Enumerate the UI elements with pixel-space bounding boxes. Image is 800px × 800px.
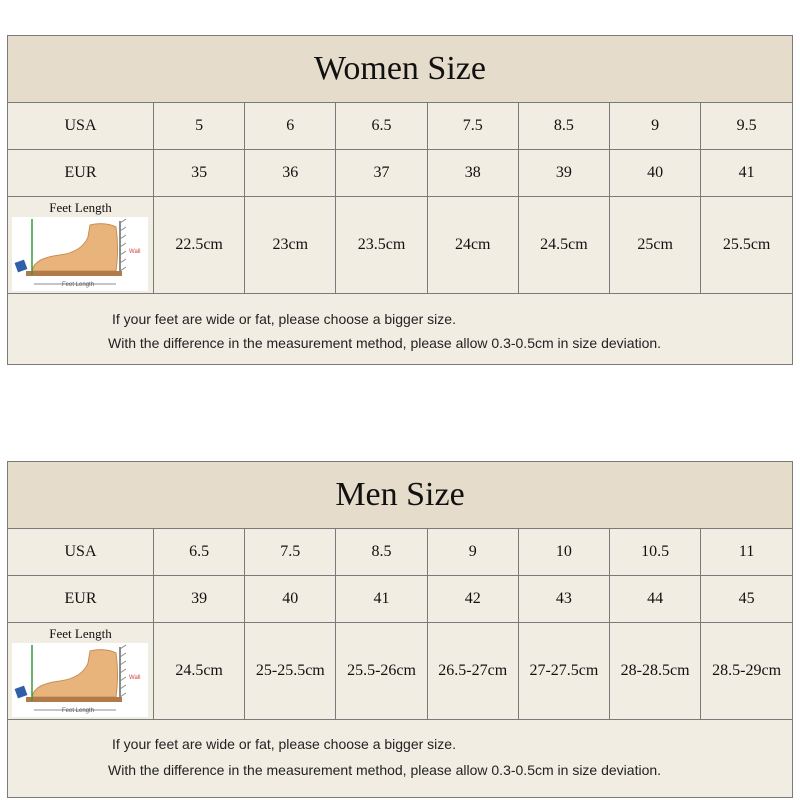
wall-caption: Wall [129, 675, 141, 681]
eur-size-cell: 39 [154, 576, 245, 623]
men-size-chart [7, 461, 793, 798]
size-table [8, 103, 792, 294]
usa-size-cell: 11 [701, 529, 792, 576]
eur-size-cell: 43 [518, 576, 609, 623]
foot-measurement-icon [12, 643, 148, 717]
feet-length-cell: 28-28.5cm [610, 623, 701, 720]
eur-size-cell: 41 [701, 150, 792, 197]
wall-caption: Wall [129, 249, 141, 255]
usa-size-cell: 6.5 [336, 103, 427, 150]
feet-length-cell: 25cm [610, 197, 701, 294]
feet-length-cell: 22.5cm [154, 197, 245, 294]
usa-size-cell: 10 [518, 529, 609, 576]
eur-size-cell: 40 [245, 576, 336, 623]
eur-label: EUR [8, 576, 154, 623]
eur-size-cell: 35 [154, 150, 245, 197]
feet-length-cell: 25-25.5cm [245, 623, 336, 720]
usa-size-cell: 6 [245, 103, 336, 150]
feet-length-label-cell [8, 623, 154, 720]
eur-size-cell: 42 [427, 576, 518, 623]
eur-size-cell: 37 [336, 150, 427, 197]
chart-title: Women Size [8, 36, 792, 103]
feet-length-label-cell [8, 197, 154, 294]
usa-size-cell: 7.5 [427, 103, 518, 150]
eur-size-cell: 38 [427, 150, 518, 197]
notes [8, 296, 792, 365]
feet-length-cell: 28.5-29cm [701, 623, 792, 720]
notes [8, 722, 792, 798]
length-caption: Feet Length [62, 282, 95, 288]
feet-length-cell: 24.5cm [154, 623, 245, 720]
usa-size-cell: 7.5 [245, 529, 336, 576]
usa-size-cell: 9 [610, 103, 701, 150]
feet-length-cell: 23.5cm [336, 197, 427, 294]
size-table [8, 529, 792, 720]
eur-label: EUR [8, 150, 154, 197]
eur-size-cell: 41 [336, 576, 427, 623]
usa-size-cell: 8.5 [518, 103, 609, 150]
table-row-feet-length [8, 623, 792, 720]
feet-length-cell: 25.5cm [701, 197, 792, 294]
eur-size-cell: 45 [701, 576, 792, 623]
table-row-feet-length [8, 197, 792, 294]
usa-size-cell: 9.5 [701, 103, 792, 150]
note-measurement-deviation: With the difference in the measurement method, please allow 0.3-0.5cm in size deviation. [108, 762, 662, 778]
feet-length-cell: 23cm [245, 197, 336, 294]
table-row-eur [8, 150, 792, 197]
usa-size-cell: 9 [427, 529, 518, 576]
usa-label: USA [8, 103, 154, 150]
feet-length-cell: 26.5-27cm [427, 623, 518, 720]
feet-length-label: Feet Length [49, 200, 112, 215]
table-row-usa [8, 103, 792, 150]
note-wide-feet: If your feet are wide or fat, please choose a bigger size. [112, 311, 456, 327]
table-row-usa [8, 529, 792, 576]
eur-size-cell: 39 [518, 150, 609, 197]
length-caption: Feet Length [62, 708, 95, 714]
eur-size-cell: 44 [610, 576, 701, 623]
eur-size-cell: 36 [245, 150, 336, 197]
usa-label: USA [8, 529, 154, 576]
usa-size-cell: 8.5 [336, 529, 427, 576]
feet-length-cell: 27-27.5cm [518, 623, 609, 720]
note-measurement-deviation: With the difference in the measurement method, please allow 0.3-0.5cm in size deviation. [108, 335, 662, 351]
table-row-eur [8, 576, 792, 623]
usa-size-cell: 10.5 [610, 529, 701, 576]
feet-length-cell: 25.5-26cm [336, 623, 427, 720]
foot-measurement-icon [12, 217, 148, 291]
note-wide-feet: If your feet are wide or fat, please choose a bigger size. [112, 736, 456, 752]
chart-title: Men Size [8, 462, 792, 529]
feet-length-cell: 24.5cm [518, 197, 609, 294]
usa-size-cell: 6.5 [154, 529, 245, 576]
eur-size-cell: 40 [610, 150, 701, 197]
women-size-chart [7, 35, 793, 365]
feet-length-label: Feet Length [49, 626, 112, 641]
feet-length-cell: 24cm [427, 197, 518, 294]
usa-size-cell: 5 [154, 103, 245, 150]
